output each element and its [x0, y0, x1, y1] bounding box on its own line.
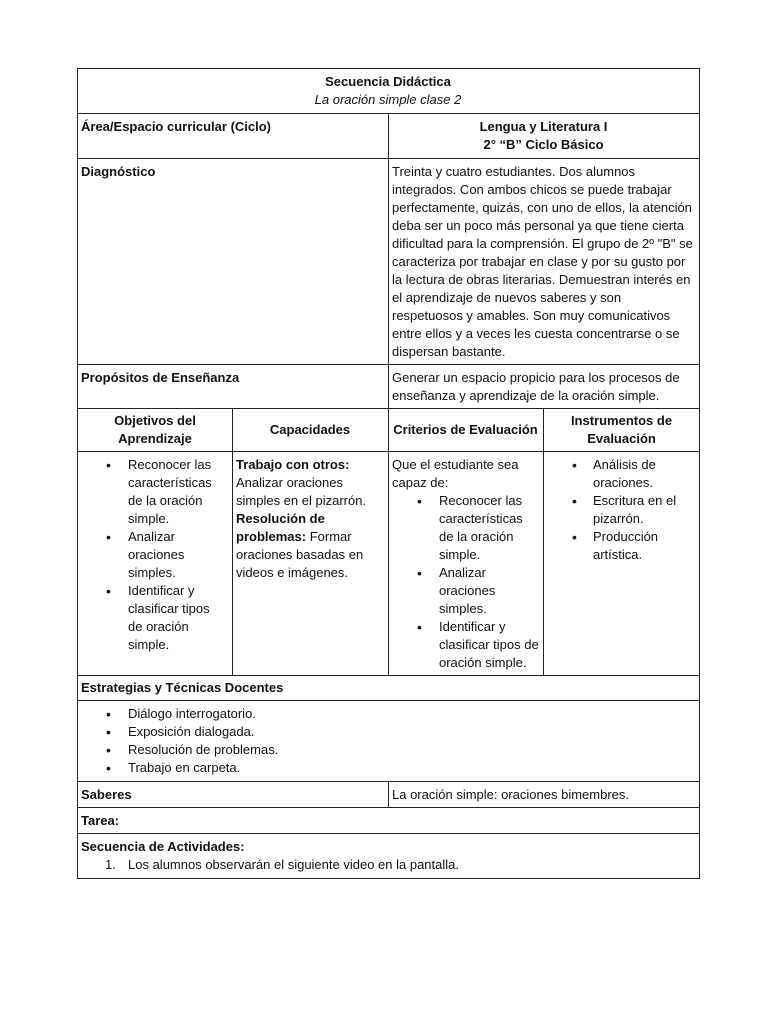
- area-value: [389, 114, 700, 159]
- tarea-label: Tarea:: [78, 808, 700, 834]
- diagnostico-text: Treinta y cuatro estudiantes. Dos alumnos integrados. Con ambos chicos se puede trabajar perfectamente, quizás, con uno de ellos, la atención deba ser un poco más personal ya que tiene cierta dificultad para la comprensión. El grupo de 2º "B" se caracteriza por trabajar en clase y por su gusto por la lectura de obras literarias. Demuestran interés en el aprendizaje de nuevos saberes y son respetuosos y amables. Son muy comunicativos entre ellos y a veces les cuesta concentrarse o se dispersan bastante.: [389, 159, 700, 365]
- propositos-row: [78, 365, 700, 409]
- list-item: • Analizar oraciones simples.: [392, 564, 539, 618]
- area-course: 2° “B” Ciclo Básico: [483, 137, 604, 152]
- secuencia-label: Secuencia de Actividades:: [81, 839, 245, 854]
- area-subject: Lengua y Literatura I: [479, 119, 608, 134]
- capacidad-1-label: Trabajo con otros:: [236, 457, 350, 472]
- capacidad-1: [236, 456, 384, 510]
- list-item: • Identificar y clasificar tipos de oración simple.: [392, 618, 539, 672]
- instrumentos-list: [547, 456, 695, 564]
- list-item: • Reconocer las características de la oración simple.: [81, 456, 226, 528]
- list-item: • Escritura en el pizarrón.: [547, 492, 695, 528]
- col-objetivos-header: Objetivos del Aprendizaje: [78, 409, 233, 452]
- area-row: [78, 114, 700, 159]
- list-item: [81, 856, 695, 874]
- capacidad-1-text: Analizar oraciones simples en el pizarrón.: [236, 475, 367, 508]
- criterios-list: [392, 492, 539, 672]
- criterios-intro: Que el estudiante sea capaz de:: [392, 457, 519, 490]
- columns-content-row: [78, 452, 700, 676]
- propositos-text: Generar un espacio propicio para los procesos de enseñanza y aprendizaje de la oración simple.: [389, 365, 700, 409]
- estrategias-list: [81, 705, 695, 777]
- col-instrumentos-header: Instrumentos de Evaluación: [544, 409, 700, 452]
- document-page: [77, 68, 699, 879]
- col-criterios-header: Criterios de Evaluación: [389, 409, 544, 452]
- list-item: • Analizar oraciones simples.: [81, 528, 226, 582]
- capacidad-2-text: Formar oraciones basadas en videos e imágenes.: [236, 529, 364, 580]
- capacidad-2-label: Resolución de problemas:: [236, 511, 325, 544]
- list-item-number: 1.: [105, 857, 116, 872]
- estrategias-list-row: [78, 701, 700, 782]
- secuencia-cell: [78, 834, 700, 879]
- list-item: • Identificar y clasificar tipos de oración simple.: [81, 582, 226, 654]
- title-row: [78, 69, 700, 114]
- estrategias-label: Estrategias y Técnicas Docentes: [78, 676, 700, 701]
- list-item: • Exposición dialogada.: [81, 723, 695, 741]
- list-item: • Reconocer las características de la oración simple.: [392, 492, 539, 564]
- secuencia-row: [78, 834, 700, 879]
- objetivos-list: [81, 456, 228, 654]
- saberes-row: [78, 782, 700, 808]
- col-capacidades-header: Capacidades: [233, 409, 389, 452]
- columns-header-row: [78, 409, 700, 452]
- list-item: • Trabajo en carpeta.: [81, 759, 695, 777]
- estrategias-label-row: [78, 676, 700, 701]
- propositos-label: Propósitos de Enseñanza: [78, 365, 389, 409]
- tarea-row: [78, 808, 700, 834]
- saberes-label: Saberes: [78, 782, 389, 808]
- list-item: • Diálogo interrogatorio.: [81, 705, 695, 723]
- capacidad-2: [236, 510, 384, 582]
- saberes-value: La oración simple: oraciones bimembres.: [389, 782, 700, 808]
- document-subtitle: La oración simple clase 2: [314, 92, 462, 107]
- document-title: Secuencia Didáctica: [325, 74, 451, 89]
- capacidades-cell: [233, 452, 389, 676]
- criterios-cell: [389, 452, 544, 676]
- diagnostico-label: Diagnóstico: [78, 159, 389, 365]
- title-cell: [78, 69, 700, 114]
- list-item: • Resolución de problemas.: [81, 741, 695, 759]
- diagnostico-row: [78, 159, 700, 365]
- didactic-sequence-table: [77, 68, 700, 879]
- list-item: • Análisis de oraciones.: [547, 456, 695, 492]
- objetivos-cell: [78, 452, 233, 676]
- list-item: • Producción artística.: [547, 528, 695, 564]
- list-item-text: Los alumnos observarán el siguiente video en la pantalla.: [128, 857, 459, 872]
- area-label: Área/Espacio curricular (Ciclo): [78, 114, 389, 159]
- secuencia-list: [81, 856, 695, 874]
- estrategias-cell: [78, 701, 700, 782]
- instrumentos-cell: [544, 452, 700, 676]
